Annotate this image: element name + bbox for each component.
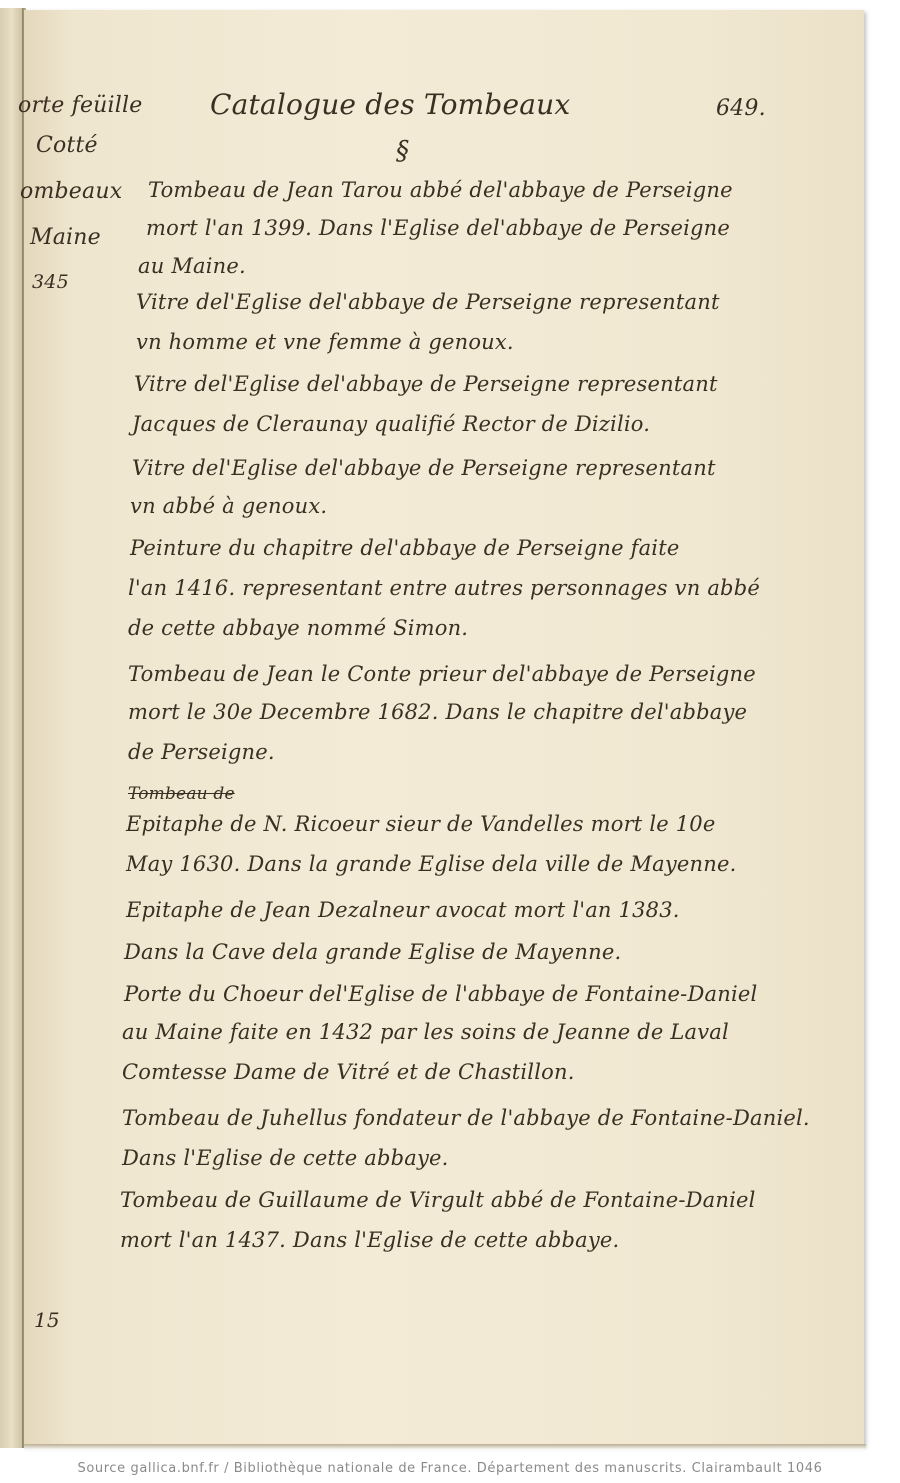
page-bottom-shadow (24, 1444, 866, 1450)
bottom-page-note: 15 (34, 1308, 60, 1332)
manuscript-line: Comtesse Dame de Vitré et de Chastillon. (122, 1060, 575, 1084)
manuscript-line: Tombeau de Jean Tarou abbé del'abbaye de Perseigne (148, 178, 733, 202)
manuscript-line: Vitre del'Eglise del'abbaye de Perseigne representant (132, 456, 716, 480)
manuscript-line: May 1630. Dans la grande Eglise dela ville de Mayenne. (126, 852, 737, 876)
manuscript-line: Vitre del'Eglise del'abbaye de Perseigne representant (134, 372, 718, 396)
manuscript-line: Epitaphe de Jean Dezalneur avocat mort l'an 1383. (126, 898, 680, 922)
left-page-edge (0, 8, 24, 1448)
manuscript-line: de Perseigne. (128, 740, 275, 764)
margin-note-portefeuille: orte feüille (18, 93, 143, 118)
source-footer: Source gallica.bnf.fr / Bibliothèque nationale de France. Département des manuscrits. Clairambault 1046 (0, 1453, 900, 1483)
manuscript-line: Peinture du chapitre del'abbaye de Perseigne faite (130, 536, 680, 560)
manuscript-line: Dans l'Eglise de cette abbaye. (122, 1146, 449, 1170)
manuscript-line: Tombeau de Juhellus fondateur de l'abbaye de Fontaine-Daniel. (122, 1106, 810, 1130)
manuscript-line: mort l'an 1399. Dans l'Eglise del'abbaye de Perseigne (146, 216, 730, 240)
manuscript-line: mort le 30e Decembre 1682. Dans le chapitre del'abbaye (128, 700, 748, 724)
manuscript-line: au Maine. (138, 254, 246, 278)
margin-note-maine: Maine (30, 225, 101, 250)
manuscript-line: mort l'an 1437. Dans l'Eglise de cette abbaye. (120, 1228, 620, 1252)
manuscript-line: au Maine faite en 1432 par les soins de Jeanne de Laval (122, 1020, 729, 1044)
manuscript-line: Dans la Cave dela grande Eglise de Mayenne. (124, 940, 622, 964)
margin-note-number: 345 (32, 271, 69, 293)
manuscript-line: Epitaphe de N. Ricoeur sieur de Vandelles mort le 10e (126, 812, 716, 836)
manuscript-line: Jacques de Cleraunay qualifié Rector de Dizilio. (132, 412, 651, 436)
page-title: Catalogue des Tombeaux (210, 88, 571, 121)
margin-note-cotte: Cotté (36, 133, 98, 158)
manuscript-line: de cette abbaye nommé Simon. (128, 616, 469, 640)
manuscript-line: Tombeau de Guillaume de Virgult abbé de Fontaine-Daniel (120, 1188, 756, 1212)
manuscript-line: Tombeau de Jean le Conte prieur del'abbaye de Perseigne (128, 662, 756, 686)
manuscript-line: Porte du Choeur del'Eglise de l'abbaye de Fontaine-Daniel (124, 982, 758, 1006)
manuscript-line: l'an 1416. representant entre autres personnages vn abbé (128, 576, 760, 600)
struck-line: Tombeau de (128, 784, 235, 804)
manuscript-line: vn abbé à genoux. (130, 494, 328, 518)
section-mark: § (396, 136, 410, 166)
margin-note-tombeaux: ombeaux (20, 179, 123, 204)
manuscript-line: Vitre del'Eglise del'abbaye de Perseigne representant (136, 290, 720, 314)
folio-number: 649. (716, 96, 766, 121)
manuscript-line: vn homme et vne femme à genoux. (136, 330, 514, 354)
